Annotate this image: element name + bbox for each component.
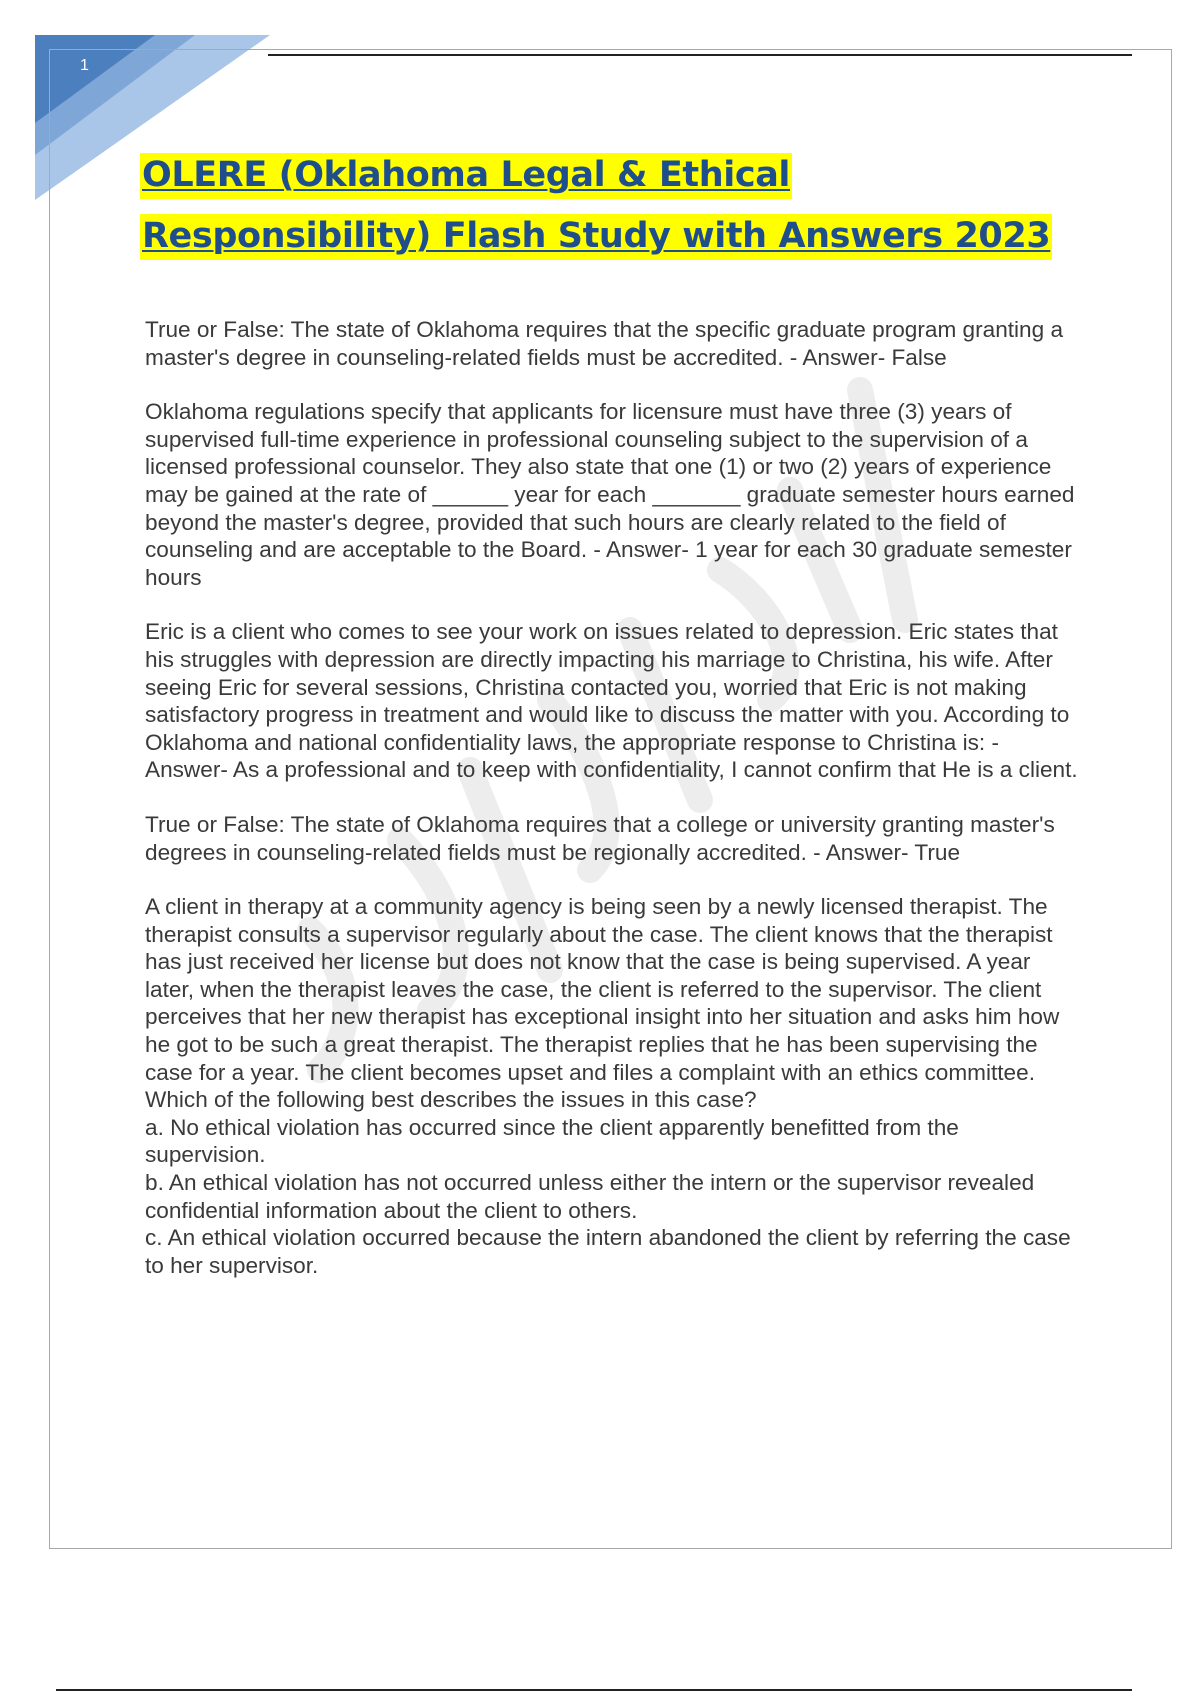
flashcard-item — [145, 893, 1085, 1279]
flashcard-text: A client in therapy at a community agency is being seen by a newly licensed therapist. The therapist consults a supervisor regularly about the case. The client knows that the therapist has just received her license but does not know that the case is being supervised. A year later, when the therapist leaves the case, the client is referred to the supervisor. The client perceives that her new therapist has exceptional insight into her situation and asks him how he got to be such a great therapist. The therapist replies that he has been supervising the case for a year. The client becomes upset and files a complaint with an ethics committee. Which of the following best describes the issues in this case? — [145, 894, 1060, 1113]
answer-option: b. An ethical violation has not occurred unless either the intern or the supervisor revealed confidential information about the client to others. — [145, 1170, 1035, 1223]
flashcard-item — [145, 316, 1085, 371]
flashcard-text: True or False: The state of Oklahoma requires that a college or university granting master's degrees in counseling-related fields must be regionally accredited. - Answer- True — [145, 811, 1055, 865]
page-number: 1 — [80, 57, 89, 74]
flashcard-list — [145, 316, 1085, 1306]
footer-rule — [56, 1689, 1132, 1691]
flashcard-item — [145, 398, 1085, 591]
flashcard-text: Eric is a client who comes to see your work on issues related to depression. Eric states that his struggles with depression are directly impacting his marriage to Christina, his wife. After seeing Eric for several sessions, Christina contacted you, worried that Eric is not making satisfactory progress in treatment and would like to discuss the matter with you. According to Oklahoma and national confidentiality laws, the appropriate response to Christina is: - Answer- As a professional and to keep with confidentiality, I cannot confirm that He is a client. — [145, 619, 1078, 783]
flashcard-item — [145, 811, 1085, 866]
answer-option: a. No ethical violation has occurred since the client apparently benefitted from the supervision. — [145, 1114, 959, 1168]
flashcard-text: True or False: The state of Oklahoma requires that the specific graduate program granting a master's degree in counseling-related fields must be accredited. - Answer- False — [145, 317, 1064, 370]
flashcard-text: Oklahoma regulations specify that applicants for licensure must have three (3) years of supervised full-time experience in professional counseling subject to the supervision of a licensed professional counselor. They also state that one (1) or two (2) years of experience may be gained at the rate of ______ year for each _______ graduate semester hours earned beyond the master's degree, provided that such hours are clearly related to the field of counseling and are acceptable to the Board. - Answer- 1 year for each 30 graduate semester hours — [145, 399, 1075, 590]
flashcard-item — [145, 618, 1085, 784]
answer-option: c. An ethical violation occurred because the intern abandoned the client by referring the case to her supervisor. — [145, 1225, 1071, 1278]
document-title — [140, 145, 1070, 267]
title-text: OLERE (Oklahoma Legal & Ethical Responsibility) Flash Study with Answers 2023 — [140, 153, 1052, 260]
